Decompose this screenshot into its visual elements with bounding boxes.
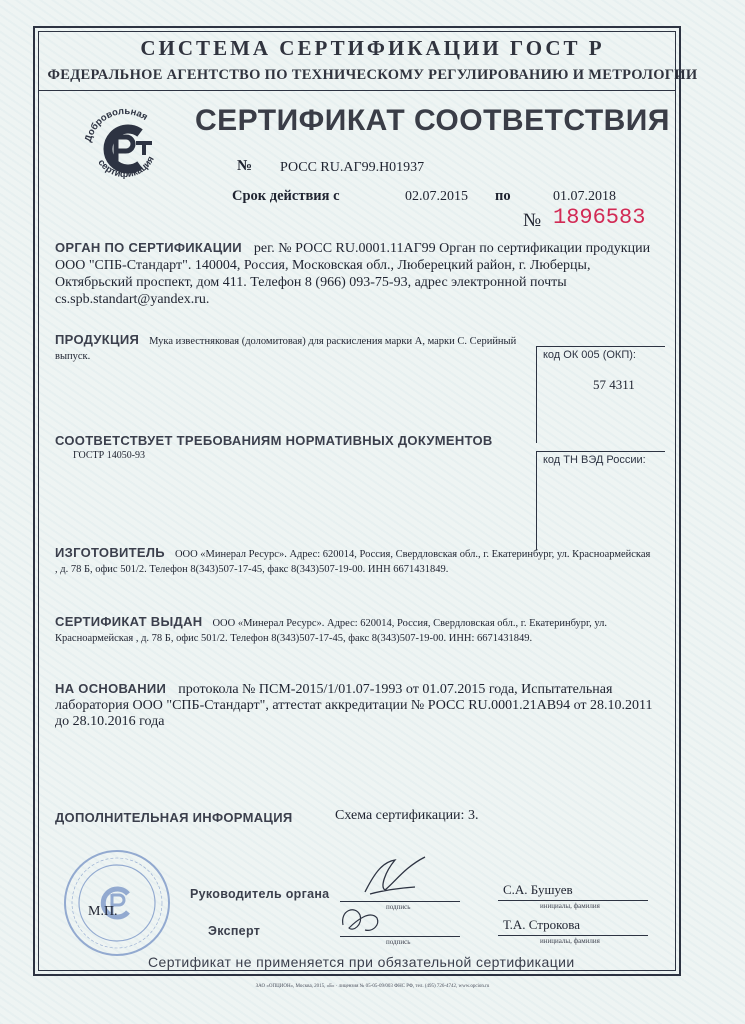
expert-signature xyxy=(335,900,385,940)
certificate-number: РОСС RU.АГ99.Н01937 xyxy=(280,160,425,175)
okp-label: код ОК 005 (ОКП): xyxy=(543,349,636,361)
additional-info-label: ДОПОЛНИТЕЛЬНАЯ ИНФОРМАЦИЯ xyxy=(55,810,293,825)
conformity-label: СООТВЕТСТВУЕТ ТРЕБОВАНИЯМ НОРМАТИВНЫХ ДОКУМЕНТОВ xyxy=(55,433,493,448)
expert-label: Эксперт xyxy=(208,924,261,938)
expert-name-line xyxy=(498,935,648,936)
header-divider xyxy=(38,90,676,91)
issued-section xyxy=(55,614,665,646)
official-seal xyxy=(62,848,172,958)
voluntary-certification-logo xyxy=(82,105,168,191)
valid-to-date: 01.07.2018 xyxy=(553,189,616,204)
head-of-organ-label: Руководитель органа xyxy=(190,887,330,901)
head-name-line xyxy=(498,900,648,901)
head-name-caption: инициалы, фамилия xyxy=(540,902,600,910)
expert-name: Т.А. Строкова xyxy=(503,917,581,932)
manufacturer-label: ИЗГОТОВИТЕЛЬ xyxy=(55,545,165,560)
okp-code-box xyxy=(536,346,665,443)
product-section xyxy=(55,332,535,364)
seal-label: М.П. xyxy=(88,904,118,919)
issued-text: ООО «Минерал Ресурс». Адрес: 620014, Россия, Свердловская обл., г. Екатеринбург, ул. Красноармейская , д. 78 Б, офис 501/2. Телефон 8(343)507-17-45, факс 8(343)507-19-00. ИНН: 6671431849. xyxy=(55,618,608,644)
valid-to-label: по xyxy=(495,188,511,204)
issued-label: СЕРТИФИКАТ ВЫДАН xyxy=(55,614,203,629)
manufacturer-text: ООО «Минерал Ресурс». Адрес: 620014, Россия, Свердловская обл., г. Екатеринбург, ул. Красноармейская , д. 78 Б, офис 501/2. Телефон 8(343)507-17-45, факс 8(343)507-19-00. ИНН 6671431849. xyxy=(55,549,651,575)
logo-top-text: Добровольная xyxy=(82,105,150,144)
printer-info: ЗАО «ОПЦИОН», Москва, 2015, «Б» · лицензия № 05-05-09/003 ФНС РФ, тел. (495) 726-4742, www.opcion.ru xyxy=(255,984,490,989)
head-name: С.А. Бушуев xyxy=(503,882,573,897)
additional-info-text: Схема сертификации: 3. xyxy=(335,808,479,823)
basis-label: НА ОСНОВАНИИ xyxy=(55,681,167,696)
head-signature xyxy=(355,852,435,902)
tnved-code-box xyxy=(536,451,665,550)
tnved-label: код ТН ВЭД России: xyxy=(543,454,646,466)
organ-text: рег. № РОСС RU.0001.11АГ99 Орган по сертификации продукции ООО "СПБ-Стандарт". 140004, Россия, Московская обл., Люберецкий район, г. Люберцы, Октябрьский проспект, дом 411. Телефон 8 (966) 093-75-93, адрес электронной почты cs.spb.standart@yandex.ru. xyxy=(55,241,651,307)
serial-sign: № xyxy=(523,210,542,231)
product-label: ПРОДУКЦИЯ xyxy=(55,332,140,347)
manufacturer-section xyxy=(55,545,655,577)
expert-name-caption: инициалы, фамилия xyxy=(540,937,600,945)
head-signature-caption: подпись xyxy=(386,903,411,911)
system-title: СИСТЕМА СЕРТИФИКАЦИИ ГОСТ Р xyxy=(140,36,605,60)
logo-bottom-text: сертификация xyxy=(95,154,157,181)
agency-name: ФЕДЕРАЛЬНОЕ АГЕНТСТВО ПО ТЕХНИЧЕСКОМУ РЕГУЛИРОВАНИЮ И МЕТРОЛОГИИ xyxy=(47,67,698,83)
organ-label: ОРГАН ПО СЕРТИФИКАЦИИ xyxy=(55,240,242,255)
expert-signature-caption: подпись xyxy=(386,938,411,946)
organ-section xyxy=(55,239,665,308)
standard-value: ГОСТР 14050-93 xyxy=(73,450,146,461)
basis-text: протокола № ПСМ-2015/1/01.07-1993 от 01.07.2015 года, Испытательная лаборатория ООО "СПБ-Стандарт", аттестат аккредитации № РОСС RU.0001.21АВ94 от 28.10.2011 до 28.10.2016 года xyxy=(55,682,653,729)
basis-section xyxy=(55,681,665,730)
okp-value: 57 4311 xyxy=(593,377,635,392)
valid-from-date: 02.07.2015 xyxy=(405,189,468,204)
serial-number: 1896583 xyxy=(553,205,646,230)
validity-label: Срок действия с xyxy=(232,188,340,204)
number-sign: № xyxy=(237,158,253,174)
footer-note: Сертификат не применяется при обязательной сертификации xyxy=(148,954,575,970)
document-title: СЕРТИФИКАТ СООТВЕТСТВИЯ xyxy=(195,104,670,137)
product-text: Мука известняковая (доломитовая) для раскисления марки А, марки С. Серийный выпуск. xyxy=(55,336,517,362)
